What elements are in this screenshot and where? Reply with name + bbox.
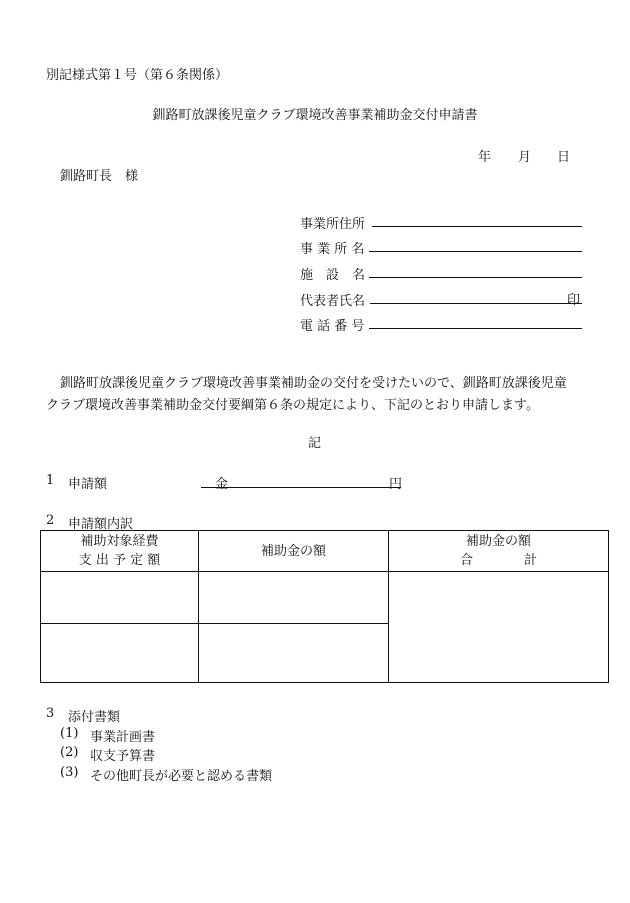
attachment-1-number: (1) — [60, 726, 79, 741]
subsidy-cell-row2[interactable] — [199, 624, 389, 683]
attachment-2-text: 収支予算書 — [90, 749, 156, 764]
document-title: 釧路町放課後児童クラブ環境改善事業補助金交付申請書 — [152, 108, 478, 123]
attachment-1-text: 事業計画書 — [90, 730, 156, 745]
header-subsidy-total — [389, 531, 609, 572]
breakdown-table — [40, 530, 609, 683]
header-expense — [41, 531, 199, 572]
section-1-number: 1 — [46, 473, 55, 488]
phone-label: 電 話 番 号 — [300, 319, 365, 334]
address-field[interactable] — [372, 226, 582, 227]
office-name-field[interactable] — [369, 251, 582, 252]
expense-cell-row1[interactable] — [41, 572, 199, 624]
date-day: 日 — [557, 150, 571, 165]
seal-mark: 印 — [567, 293, 581, 308]
section-2-number: 2 — [46, 513, 55, 528]
header-total-line1: 補助金の額 — [465, 534, 531, 549]
body-text-line2: クラブ環境改善事業補助金交付要綱第６条の規定により、下記のとおり申請します。 — [46, 398, 539, 413]
facility-name-field[interactable] — [369, 277, 582, 278]
header-total-kei: 計 — [523, 553, 537, 568]
addressee: 釧路町長 様 — [60, 169, 139, 184]
section-2-label: 申請額内訳 — [68, 517, 134, 532]
section-1-label: 申請額 — [68, 477, 108, 492]
expense-cell-row2[interactable] — [41, 624, 199, 683]
address-label: 事業所住所 — [300, 217, 366, 232]
section-3-number: 3 — [46, 706, 55, 721]
header-subsidy: 補助金の額 — [199, 531, 389, 572]
yen-mark: 円 — [389, 477, 403, 492]
attachment-3-text: その他町長が必要と認める書類 — [90, 769, 273, 784]
header-expense-line1: 補助対象経費 — [80, 534, 159, 549]
header-total-go: 合 — [459, 553, 473, 568]
ki-heading: 記 — [308, 436, 322, 451]
facility-name-label: 施 設 名 — [300, 268, 366, 283]
office-name-label: 事 業 所 名 — [300, 242, 365, 257]
phone-field[interactable] — [369, 328, 582, 329]
subsidy-cell-row1[interactable] — [199, 572, 389, 624]
form-number: 別記様式第１号（第６条関係） — [46, 68, 229, 83]
application-amount-field[interactable] — [201, 487, 401, 488]
header-expense-line2: 支 出 予 定 額 — [78, 553, 161, 568]
total-cell[interactable] — [389, 572, 609, 683]
kin-mark: 金 — [215, 477, 229, 492]
date-month: 月 — [518, 150, 532, 165]
representative-label: 代表者氏名 — [300, 294, 366, 309]
header-total-line2 — [389, 551, 608, 570]
attachment-3-number: (3) — [60, 765, 79, 780]
representative-field[interactable] — [370, 303, 582, 304]
date-year: 年 — [478, 150, 492, 165]
attachment-2-number: (2) — [60, 745, 79, 760]
section-3-label: 添付書類 — [68, 710, 121, 725]
body-text-line1: 釧路町放課後児童クラブ環境改善事業補助金の交付を受けたいので、釧路町放課後児童 — [60, 376, 567, 391]
